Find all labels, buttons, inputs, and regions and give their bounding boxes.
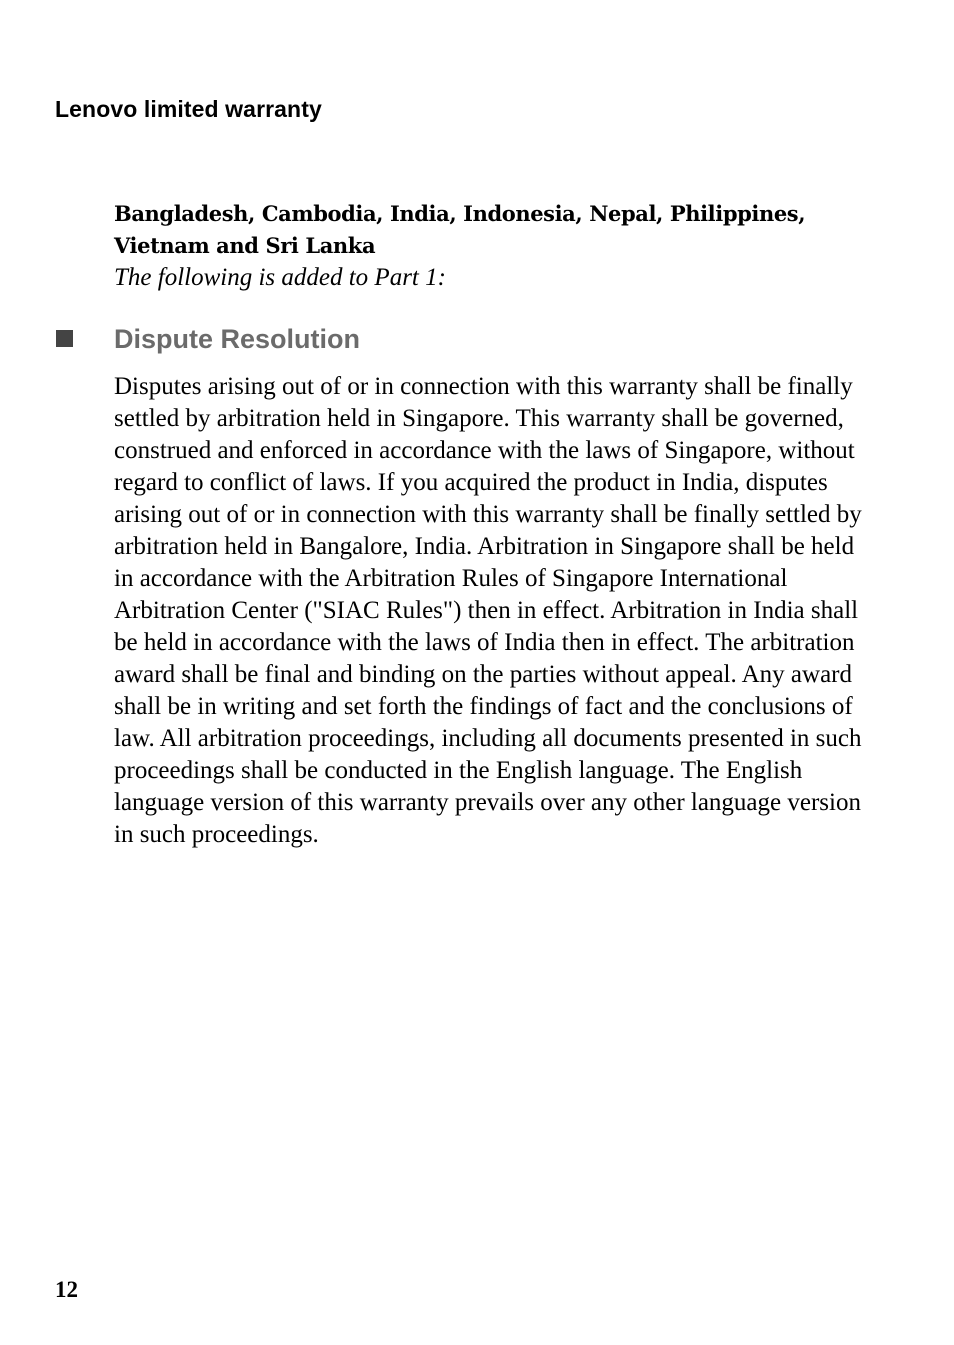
country-heading: Bangladesh, Cambodia, India, Indonesia, Nepal, Philippines, Vietnam and Sri Lanka xyxy=(114,201,806,258)
section-title: Dispute Resolution xyxy=(114,324,361,354)
square-bullet-icon xyxy=(56,330,73,347)
intro-line: The following is added to Part 1: xyxy=(114,264,446,291)
page-number: 12 xyxy=(55,1277,78,1302)
running-header: Lenovo limited warranty xyxy=(55,96,322,122)
body-paragraph: Disputes arising out of or in connection with this warranty shall be finally settled by arbitration held in Singapore. This warranty shall be governed, construed and enforced in accordance with the laws of Singapore, without regard to conflict of laws. If you acquired the product in India, disputes arising out of or in connection with this warranty shall be finally settled by arbitration held in Bangalore, India. Arbitration in Singapore shall be held in accordance with the Arbitration Rules of Singapore International Arbitration Center ("SIAC Rules") then in effect. Arbitration in India shall be held in accordance with the laws of India then in effect. The arbitration award shall be final and binding on the parties without appeal. Any award shall be in writing and set forth the findings of fact and the conclusions of law. All arbitration proceedings, including all documents presented in such proceedings shall be conducted in the English language. The English language version of this warranty prevails over any other language version in such proceedings. xyxy=(114,373,862,848)
